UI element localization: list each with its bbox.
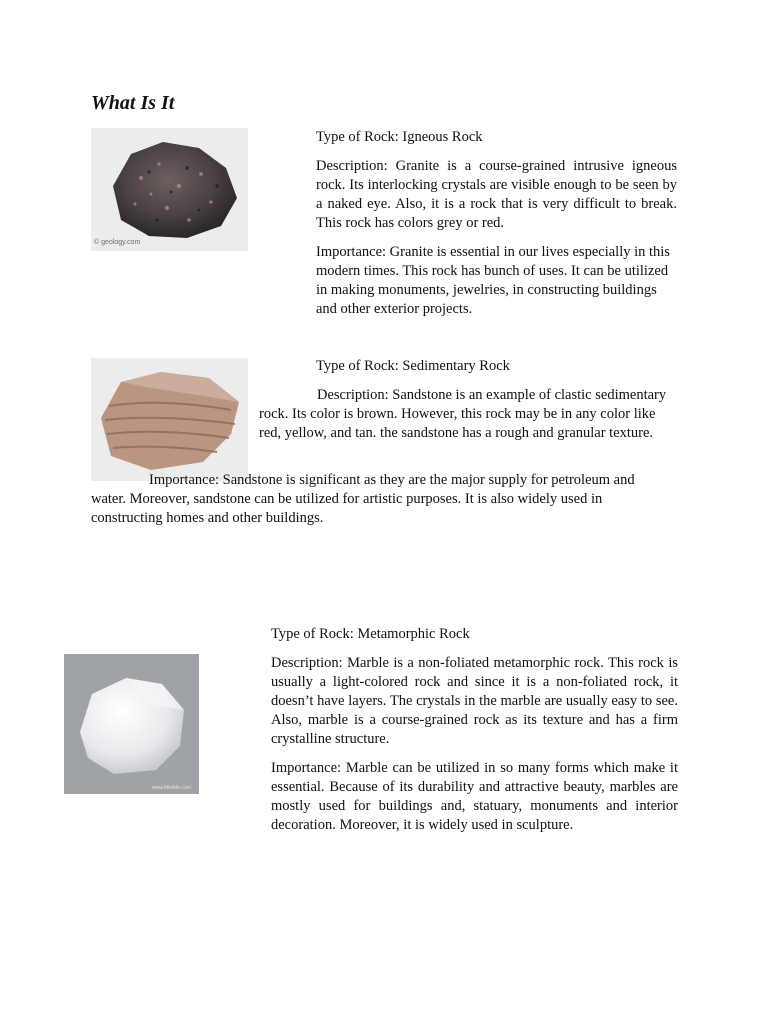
marble-importance: Importance: Marble can be utilized in so many forms which make it essential. Because of its durability and attractive beauty, marbles are mostly used for buildings and, statuary, monuments and interior decoration. Moreover, it is widely used in sculpture. xyxy=(271,760,678,833)
marble-photo-credit: www.MiniMe.com xyxy=(152,785,191,791)
sandstone-description: Description: Sandstone is an example of clastic sedimentary rock. Its color is brown. However, this rock may be in any color like red, yellow, and tan. the sandstone has a rough and granular texture. xyxy=(259,387,667,441)
granite-description: Description: Granite is a course-grained intrusive igneous rock. Its interlocking crystals are visible enough to be seen by a naked eye. Also, it is a rock that is very difficult to break. This rock has colors grey or red. xyxy=(316,158,677,231)
marble-text-block xyxy=(271,625,678,845)
sandstone-type: Type of Rock: Sedimentary Rock xyxy=(316,358,510,374)
granite-text-block xyxy=(316,128,677,329)
marble-type: Type of Rock: Metamorphic Rock xyxy=(271,626,470,642)
granite-photo xyxy=(91,128,248,251)
granite-photo-credit: © geology.com xyxy=(94,239,141,246)
sandstone-importance: Importance: Sandstone is significant as they are the major supply for petroleum and water. Moreover, sandstone can be utilized for artistic purposes. It is also widely used in constructing homes and other buildings. xyxy=(91,472,635,526)
granite-type: Type of Rock: Igneous Rock xyxy=(316,129,483,145)
marble-photo xyxy=(64,654,199,794)
sandstone-photo xyxy=(91,358,248,481)
page-heading: What Is It xyxy=(91,92,175,114)
granite-importance: Importance: Granite is essential in our lives especially in this modern times. This rock has bunch of uses. It can be utilized in making monuments, jewelries, in constructing buildings and other exterior projects. xyxy=(316,244,670,317)
marble-description: Description: Marble is a non-foliated metamorphic rock. This rock is usually a light-colored rock and since it is a non-foliated rock, it doesn’t have layers. The crystals in the marble are usually easy to see. Also, marble is a course-grained rock as its texture and has a firm crystalline structure. xyxy=(271,655,678,747)
